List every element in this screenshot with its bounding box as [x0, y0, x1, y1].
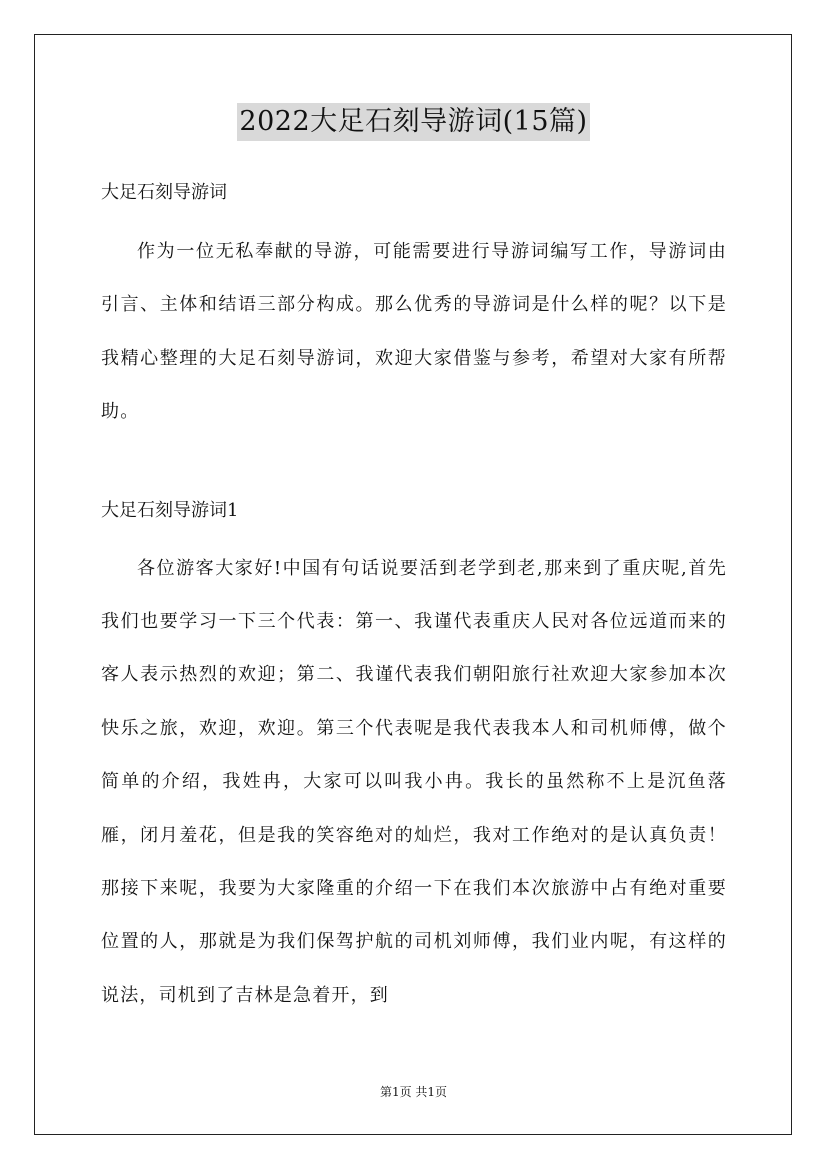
intro-heading: 大足石刻导游词 — [101, 182, 227, 203]
section-paragraph: 各位游客大家好!中国有句话说要活到老学到老,那来到了重庆呢,首先我们也要学习一下三个代表：第一、我谨代表重庆人民对各位远道而来的客人表示热烈的欢迎；第二、我谨代表我们朝阳旅行社欢迎大家参加本次快乐之旅，欢迎，欢迎。第三个代表呢是我代表我本人和司机师傅，做个简单的介绍，我姓冉，大家可以叫我小冉。我长的虽然称不上是沉鱼落雁，闭月羞花，但是我的笑容绝对的灿烂，我对工作绝对的是认真负责！那接下来呢，我要为大家隆重的介绍一下在我们本次旅游中占有绝对重要位置的人，那就是为我们保驾护航的司机刘师傅，我们业内呢，有这样的说法，司机到了吉林是急着开，到 — [101, 557, 727, 1006]
section-heading: 大足石刻导游词1 — [101, 499, 239, 521]
title-container — [0, 103, 827, 141]
page-number: 第1页 共1页 — [379, 1085, 448, 1099]
document-body — [101, 176, 727, 1022]
page-footer — [0, 1084, 827, 1100]
intro-paragraph: 作为一位无私奉献的导游，可能需要进行导游词编写工作，导游词由引言、主体和结语三部分构成。那么优秀的导游词是什么样的呢？以下是我精心整理的大足石刻导游词，欢迎大家借鉴与参考，希望对大家有所帮助。 — [101, 241, 727, 423]
document-title: 2022大足石刻导游词(15篇) — [237, 103, 589, 141]
section-spacer — [101, 439, 727, 494]
